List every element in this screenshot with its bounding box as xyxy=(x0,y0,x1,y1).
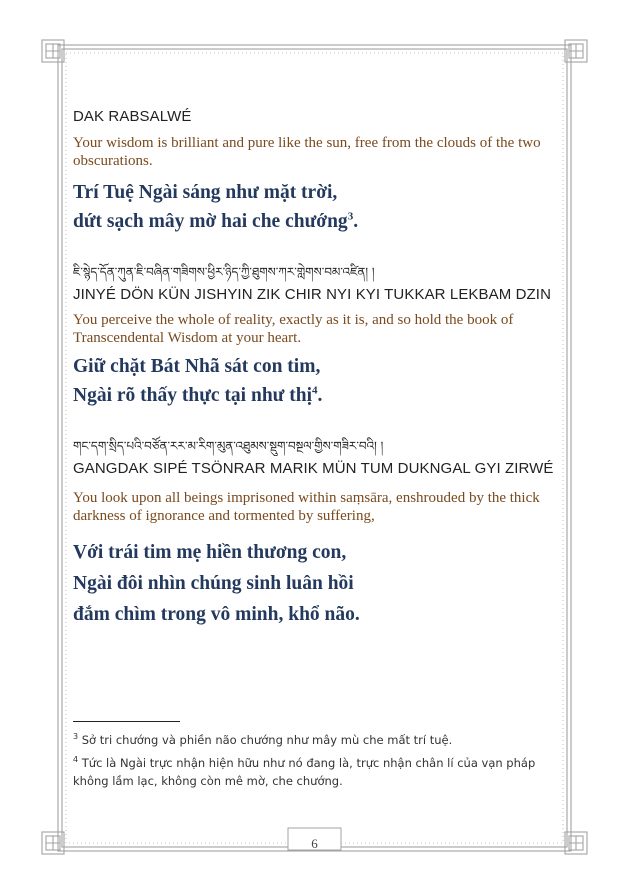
verse-content xyxy=(73,104,557,630)
transliteration-3: GANGDAK SIPÉ TSÖNRAR MARIK MÜN TUM DUKNGAL GYI ZIRWÉ xyxy=(73,460,554,477)
verse-3 xyxy=(73,436,557,630)
footnote-ref-3[interactable]: 3 xyxy=(347,210,354,223)
tibetan-text-3: གང་དག་སྲིད་པའི་བཙོན་རར་མ་རིག་མུན་འཐུམས་སྡུག་བསྔལ་གྱིས་གཟིར་བའི། ། xyxy=(73,439,384,453)
footnote-number-4: 4 xyxy=(73,755,79,765)
footnote-3 xyxy=(73,731,557,749)
viet-line-1-2-text: dứt sạch mây mờ hai che chướng xyxy=(73,211,348,232)
english-translation-3: You look upon all beings imprisoned within saṃsāra, enshrouded by the thick darkness of ignorance and tormented by suffering, xyxy=(73,490,540,524)
viet-line-2-1: Giữ chặt Bát Nhã sát con tim, xyxy=(73,356,321,377)
verse-1 xyxy=(73,106,557,236)
footnote-text-3: Sở tri chướng và phiền não chướng như mây mù che mất trí tuệ. xyxy=(81,733,453,747)
verse-2 xyxy=(73,262,557,410)
footnote-ref-4[interactable]: 4 xyxy=(312,384,318,397)
vietnamese-verse-1 xyxy=(73,178,557,236)
vietnamese-verse-2 xyxy=(73,352,557,410)
viet-line-3-1: Với trái tim mẹ hiền thương con, xyxy=(73,542,347,563)
footnote-separator xyxy=(73,721,180,722)
footnote-number-3: 3 xyxy=(73,732,79,742)
viet-line-1-2: dứt sạch mây mờ hai che chướng$^3$. xyxy=(73,210,359,232)
transliteration-1: DAK RABSALWÉ xyxy=(73,108,192,125)
english-translation-1: Your wisdom is brilliant and pure like the sun, free from the clouds of the two obscurations. xyxy=(73,135,541,169)
english-translation-2: You perceive the whole of reality, exactly as it is, and so hold the book of Transcendental Wisdom at your heart. xyxy=(73,312,514,346)
transliteration-2: JINYÉ DÖN KÜN JISHYIN ZIK CHIR NYI KYI TUKKAR LEKBAM DZIN xyxy=(73,286,552,303)
footnote-text-4: Tức là Ngài trực nhận hiện hữu như nó đang là, trực nhận chân lí của vạn pháp không lầm lạc, không còn mê mờ, che chướng. xyxy=(73,756,536,788)
viet-line-3-2: Ngài đôi nhìn chúng sinh luân hồi xyxy=(73,573,354,594)
tibetan-text-2: ཇི་སྙེད་དོན་ཀུན་ཇི་བཞིན་གཟིགས་ཕྱིར་ཉིད་ཀྱི་ཐུགས་ཀར་གླེགས་བམ་འཛིན། ། xyxy=(73,265,375,279)
footnote-4 xyxy=(73,754,557,790)
viet-line-2-2: Ngài rõ thấy thực tại như thị$^4$. xyxy=(73,384,323,406)
viet-line-3-3: đắm chìm trong vô minh, khổ não. xyxy=(73,604,360,625)
page-number: 6 xyxy=(311,836,318,851)
vietnamese-verse-3 xyxy=(73,537,557,630)
viet-line-1-1: Trí Tuệ Ngài sáng như mặt trời, xyxy=(73,182,338,203)
viet-line-2-2-text: Ngài rõ thấy thực tại như thị xyxy=(73,385,312,406)
